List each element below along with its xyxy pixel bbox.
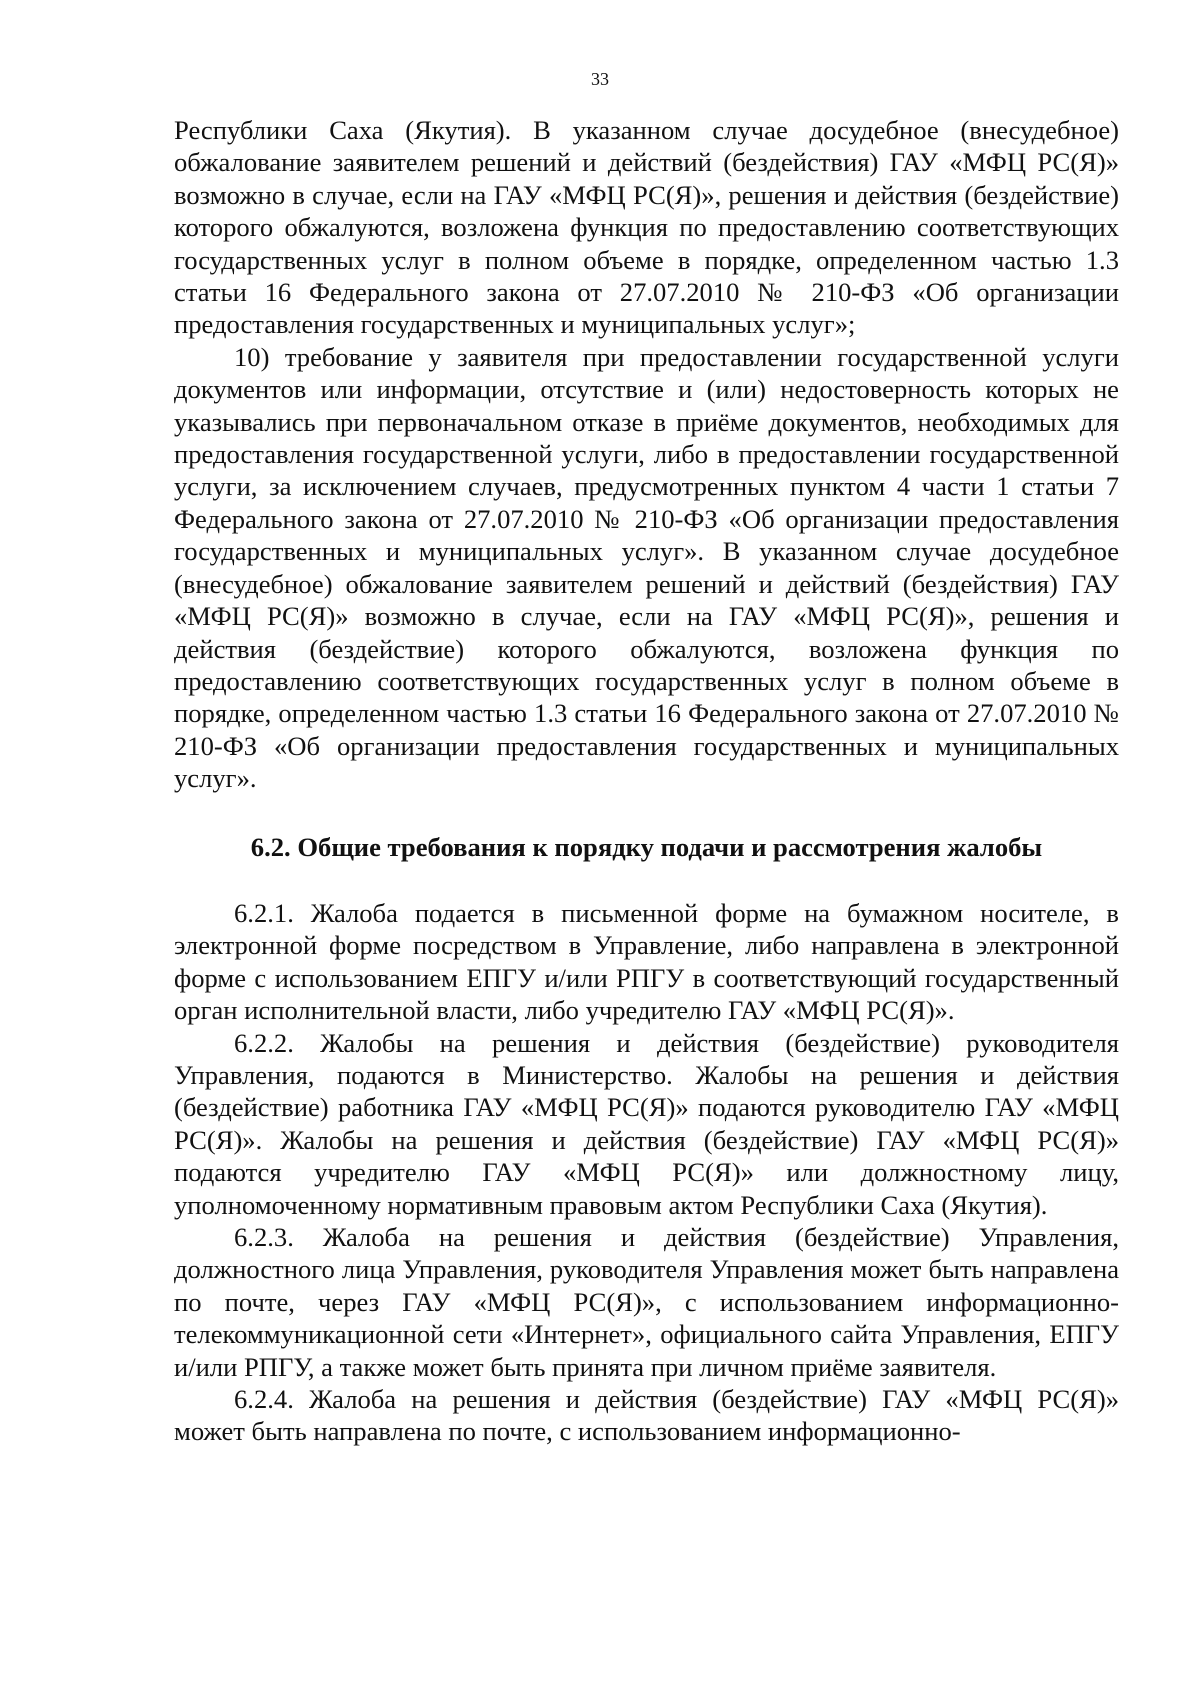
page-number: 33 — [591, 69, 609, 89]
paragraph-6-2-1: 6.2.1. Жалоба подается в письменной форме на бумажном носителе, в электронной форме посредством в Управление, либо направлена в электронной форме с использованием ЕПГУ и/или РПГУ в соответствующий государственный орган исполнительной власти, либо учредителю ГАУ «МФЦ РС(Я)». — [174, 897, 1119, 1026]
paragraph-6-2-4: 6.2.4. Жалоба на решения и действия (бездействие) ГАУ «МФЦ РС(Я)» может быть направлена по почте, с использованием информационно- — [174, 1384, 1119, 1447]
paragraph-item-10: 10) требование у заявителя при предоставлении государственной услуги документов или информации, отсутствие и (или) недостоверность которых не указывались при первоначальном отказе в приёме документов, необходимых для предоставления государственной услуги, либо в предоставлении государственной услуги, за исключением случаев, предусмотренных пунктом 4 части 1 статьи 7 Федерального закона от 27.07.2010 № 210-ФЗ «Об организации предоставления государственных и муниципальных услуг». В указанном случае досудебное (внесудебное) обжалование заявителем решений и действий (бездействия) ГАУ «МФЦ РС(Я)» возможно в случае, если на ГАУ «МФЦ РС(Я)», решения и действия (бездействие) которого обжалуются, возложена функция по предоставлению соответствующих государственных услуг в полном объеме в порядке, определенном частью 1.3 статьи 16 Федерального закона от 27.07.2010 № 210-ФЗ «Об организации предоставления государственных и муниципальных услуг». — [174, 341, 1119, 794]
paragraph-6-2-2: 6.2.2. Жалобы на решения и действия (бездействие) руководителя Управления, подаются в Министерство. Жалобы на решения и действия (бездействие) работника ГАУ «МФЦ РС(Я)» подаются руководителю ГАУ «МФЦ РС(Я)». Жалобы на решения и действия (бездействие) ГАУ «МФЦ РС(Я)» подаются учредителю ГАУ «МФЦ РС(Я)» или должностному лицу, уполномоченному нормативным правовым актом Республики Саха (Якутия). — [174, 1027, 1119, 1220]
section-heading: 6.2. Общие требования к порядку подачи и рассмотрения жалобы — [250, 831, 1043, 862]
paragraph-6-2-3: 6.2.3. Жалоба на решения и действия (бездействие) Управления, должностного лица Управления, руководителя Управления может быть направлена по почте, через ГАУ «МФЦ РС(Я)», с использованием информационно-телекоммуникационной сети «Интернет», официального сайта Управления, ЕПГУ и/или РПГУ, а также может быть принята при личном приёме заявителя. — [174, 1222, 1119, 1382]
document-body — [174, 114, 1119, 1448]
paragraph-continuation: Республики Саха (Якутия). В указанном случае досудебное (внесудебное) обжалование заявителем решений и действий (бездействия) ГАУ «МФЦ РС(Я)» возможно в случае, если на ГАУ «МФЦ РС(Я)», решения и действия (бездействие) которого обжалуются, возложена функция по предоставлению соответствующих государственных услуг в полном объеме в порядке, определенном частью 1.3 статьи 16 Федерального закона от 27.07.2010 № 210-ФЗ «Об организации предоставления государственных и муниципальных услуг»; — [174, 115, 1119, 340]
